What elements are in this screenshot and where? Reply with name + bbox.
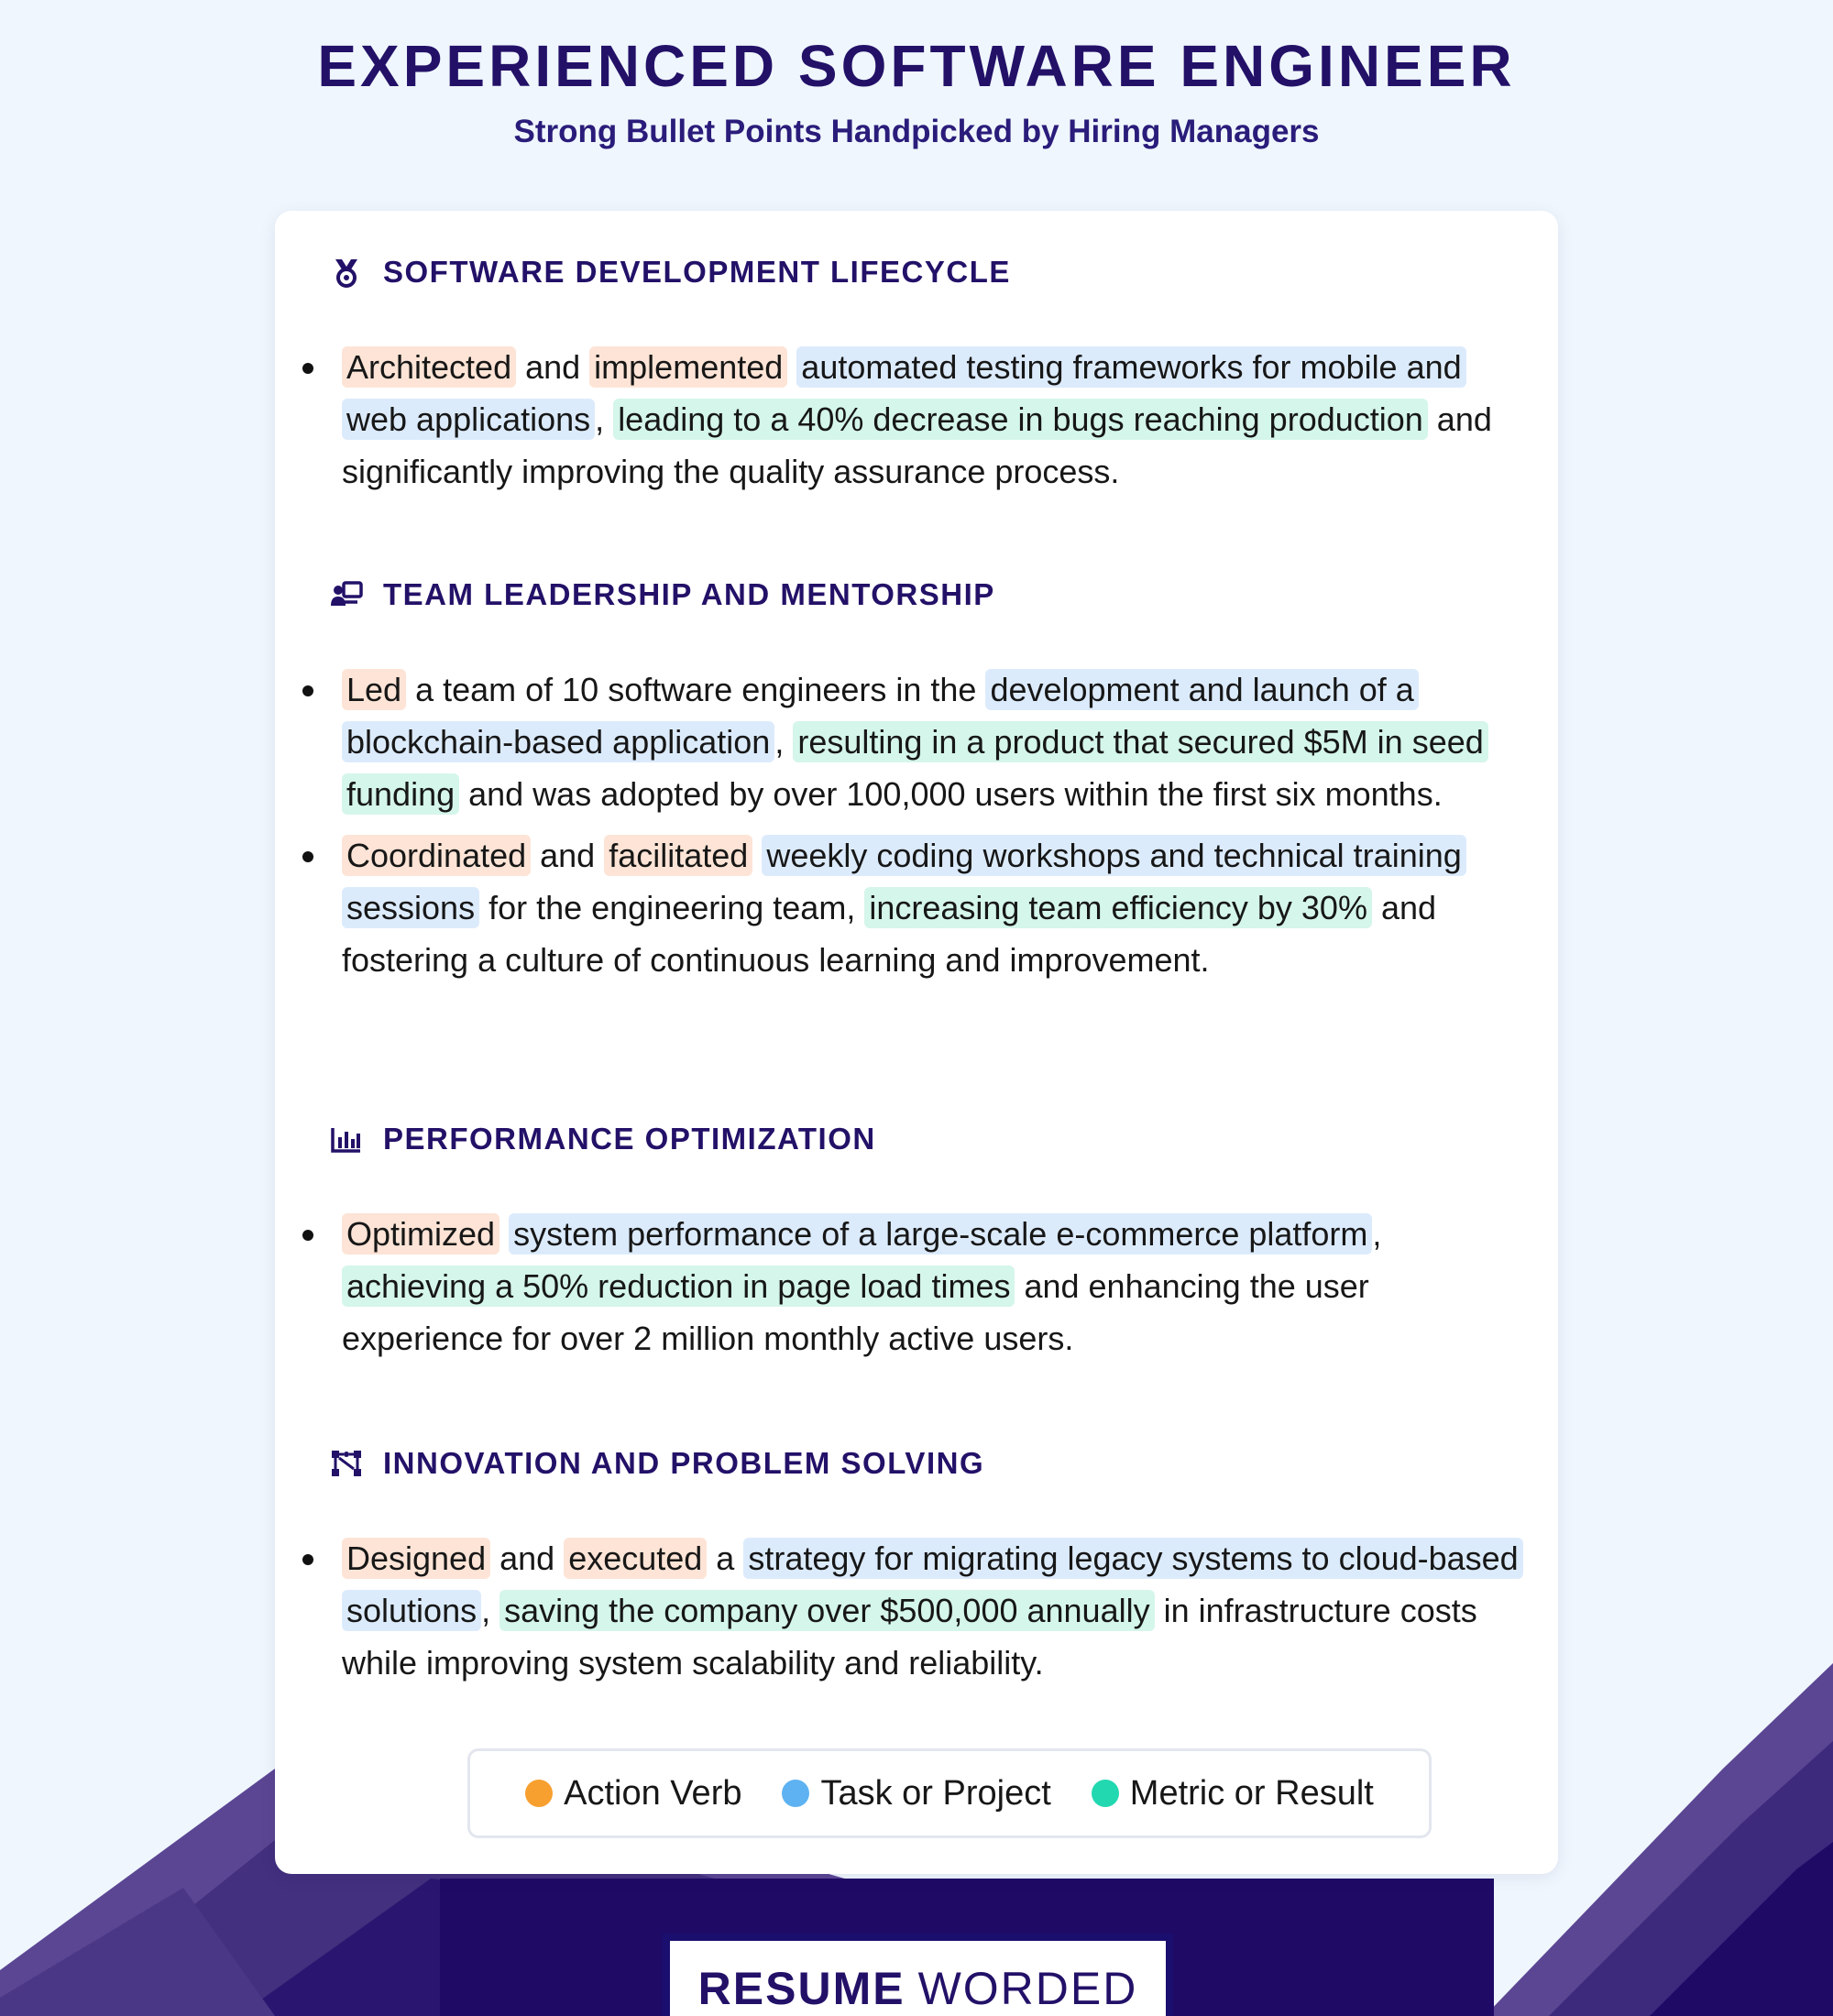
brand-name-bold: RESUME — [697, 1963, 906, 2014]
section-header — [330, 1116, 1521, 1162]
section-title: INNOVATION AND PROBLEM SOLVING — [383, 1446, 985, 1480]
bullet-list — [330, 1208, 1521, 1364]
bullet-text-segment: in infrastructure costs while improving system scalability and reliability. — [342, 1592, 1477, 1682]
metric-highlight: increasing team efficiency by 30% — [864, 887, 1372, 928]
legend-item-action-verb — [525, 1774, 741, 1813]
bullet-dot — [302, 851, 313, 862]
bullet-item — [335, 341, 1521, 498]
task-highlight: weekly coding workshops and technical training sessions — [342, 835, 1466, 928]
task-highlight: strategy for migrating legacy systems to cloud-based solutions — [342, 1538, 1523, 1631]
action-verb-highlight: Led — [342, 669, 406, 710]
bullet-text — [342, 663, 1521, 820]
bullet-item — [335, 663, 1521, 820]
page-subtitle: Strong Bullet Points Handpicked by Hiring Managers — [513, 114, 1320, 149]
bullet-list — [330, 1532, 1521, 1689]
bullet-dot — [302, 685, 313, 696]
medal-icon — [330, 256, 363, 289]
section-header — [330, 249, 1521, 295]
action-verb-highlight: executed — [564, 1538, 707, 1579]
action-verb-highlight: Coordinated — [342, 835, 531, 876]
bullet-dot — [302, 1554, 313, 1565]
task-highlight: automated testing frameworks for mobile and web applications — [342, 346, 1466, 440]
bullet-list — [330, 663, 1521, 986]
section-header — [330, 572, 1521, 618]
metric-highlight: leading to a 40% decrease in bugs reaching production — [613, 399, 1428, 440]
bullet-text-segment: a team of 10 software engineers in the — [406, 671, 986, 708]
bullet-item — [335, 1208, 1521, 1364]
section-title: PERFORMANCE OPTIMIZATION — [383, 1122, 876, 1156]
bullet-text — [342, 1208, 1521, 1364]
bullet-text-segment: and enhancing the user experience for over 2 million monthly active users. — [342, 1267, 1369, 1357]
action-verb-highlight: implemented — [589, 346, 787, 388]
legend-item-task-or-project — [782, 1774, 1050, 1813]
action-verb-highlight: Designed — [342, 1538, 490, 1579]
task-highlight: system performance of a large-scale e-commerce platform — [509, 1213, 1372, 1255]
task-or-project-dot-icon — [782, 1780, 809, 1807]
bar-chart-icon — [330, 1123, 363, 1156]
bullet-text-segment — [499, 1215, 509, 1253]
bullet-text-segment: for the engineering team, — [479, 889, 865, 926]
highlight-legend — [467, 1748, 1432, 1838]
bullet-dot — [302, 363, 313, 374]
page-header — [0, 33, 1833, 152]
legend-item-metric-or-result — [1092, 1774, 1374, 1813]
action-verb-highlight: facilitated — [604, 835, 752, 876]
metric-highlight: saving the company over $500,000 annually — [499, 1590, 1154, 1631]
section-software-development-lifecycle — [330, 249, 1521, 507]
bullet-text — [342, 829, 1521, 986]
bullet-text-segment: and significantly improving the quality assurance process. — [342, 400, 1492, 490]
legend-label: Task or Project — [820, 1773, 1051, 1813]
section-title: SOFTWARE DEVELOPMENT LIFECYCLE — [383, 255, 1011, 289]
action-verb-highlight: Architected — [342, 346, 516, 388]
legend-label: Action Verb — [564, 1773, 742, 1813]
bullet-text-segment: , — [595, 400, 614, 438]
bullet-text-segment: , — [481, 1592, 500, 1629]
bullet-text-segment: a — [707, 1539, 744, 1577]
bullet-list — [330, 341, 1521, 498]
task-highlight: development and launch of a blockchain-based application — [342, 669, 1419, 762]
metric-highlight: achieving a 50% reduction in page load times — [342, 1265, 1015, 1307]
page-title: EXPERIENCED SOFTWARE ENGINEER — [317, 33, 1516, 99]
brand-name-light: WORDED — [917, 1963, 1138, 2014]
bullet-text — [342, 1532, 1521, 1689]
action-verb-highlight: Optimized — [342, 1213, 499, 1255]
bullet-dot — [302, 1230, 313, 1241]
section-innovation-and-problem-solving — [330, 1441, 1521, 1698]
legend-label: Metric or Result — [1129, 1773, 1374, 1813]
bullet-text-segment: and fostering a culture of continuous learning and improvement. — [342, 889, 1437, 979]
bullet-text-segment: and — [490, 1539, 565, 1577]
section-team-leadership-and-mentorship — [330, 572, 1521, 995]
bullet-text — [342, 341, 1521, 498]
section-title: TEAM LEADERSHIP AND MENTORSHIP — [383, 577, 995, 611]
bullet-text-segment — [787, 348, 796, 386]
bullet-item — [335, 829, 1521, 986]
bullet-points-card — [275, 211, 1558, 1874]
bullet-text-segment: , — [774, 723, 794, 761]
bullet-text-segment: , — [1372, 1215, 1382, 1253]
presenter-icon — [330, 578, 363, 611]
section-header — [330, 1441, 1521, 1486]
brand-logo — [663, 1934, 1173, 2016]
bullet-text-segment: and — [531, 837, 605, 874]
section-performance-optimization — [330, 1116, 1521, 1374]
network-icon — [330, 1447, 363, 1480]
bullet-item — [335, 1532, 1521, 1689]
bullet-text-segment: and was adopted by over 100,000 users within the first six months. — [459, 775, 1443, 813]
bullet-text-segment — [752, 837, 762, 874]
action-verb-dot-icon — [525, 1780, 553, 1807]
metric-highlight: resulting in a product that secured $5M in seed funding — [342, 721, 1488, 815]
bullet-text-segment: and — [516, 348, 590, 386]
metric-or-result-dot-icon — [1092, 1780, 1119, 1807]
